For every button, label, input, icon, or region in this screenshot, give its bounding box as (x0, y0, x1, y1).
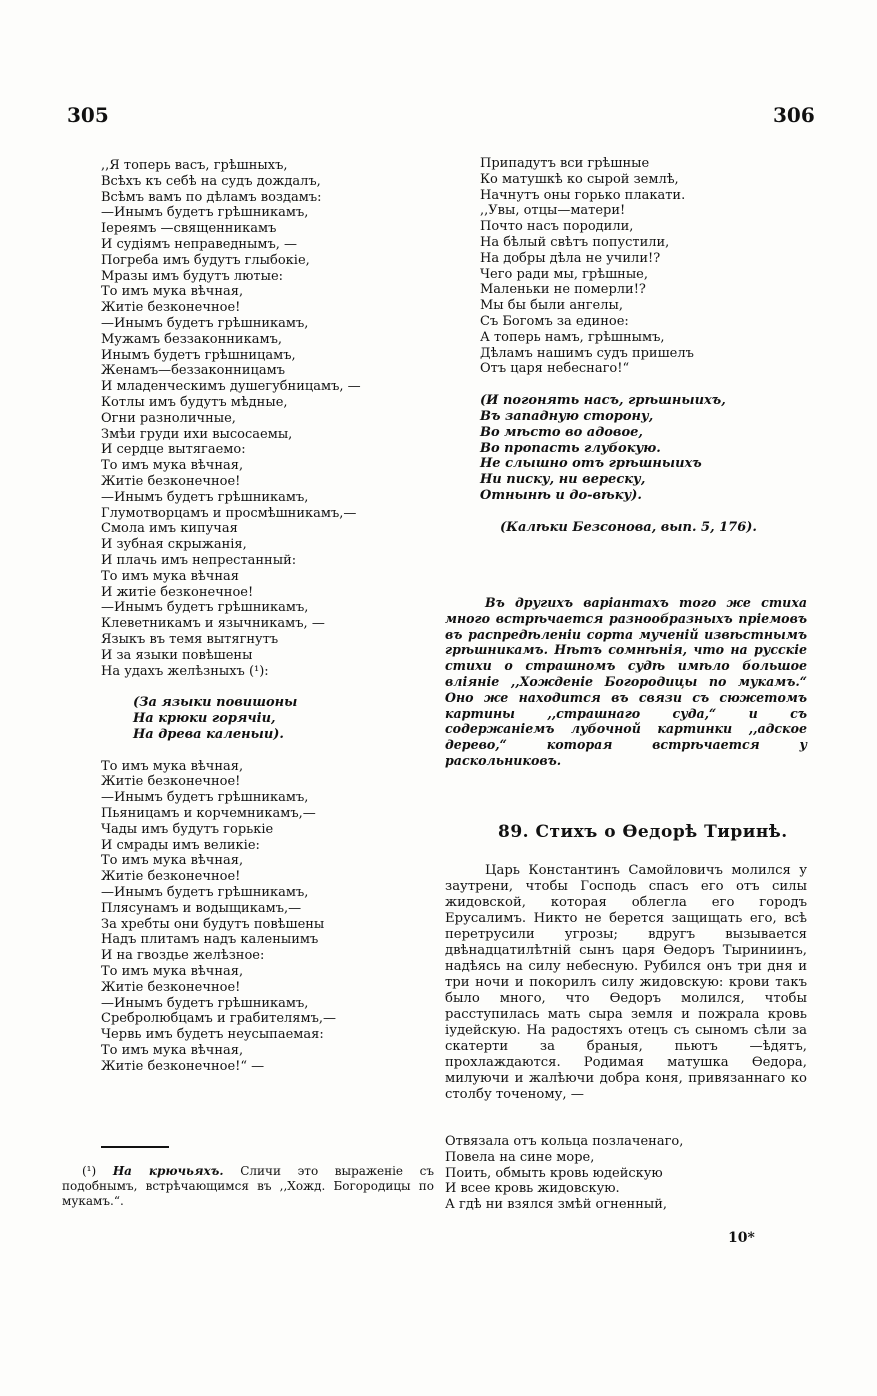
verse-line: То имъ мука вѣчная, (101, 853, 244, 869)
footnote-text: Сличи это выраженiе съ подобнымъ, встрѣчающимся въ ,,Хожд. Богородицы по мукамъ.“. (62, 1164, 435, 1208)
verse-line: Чего ради мы, грѣшные, (480, 266, 649, 282)
verse-line: Житiе безконечное! (101, 774, 241, 790)
verse-line: Житiе безконечное! (101, 869, 241, 885)
verse-line: Припадутъ вси грѣшные (480, 156, 650, 171)
verse-line: (И погонять насъ, грѣшныихъ, (480, 393, 726, 409)
verse-line: То имъ мука вѣчная, (101, 758, 244, 774)
verse-line: —Инымъ будетъ грѣшникамъ, (101, 205, 309, 221)
verse-line: То имъ мука вѣчная, (101, 458, 244, 474)
left-verse-block-2 (101, 695, 401, 742)
right-column (480, 156, 780, 536)
verse-line: То имъ мука вѣчная, (101, 284, 244, 300)
verse-line: А топерь намъ, грѣшнымъ, (480, 329, 665, 345)
left-verse-block-3 (101, 759, 401, 1075)
verse-line: Чады имъ будутъ горькiе (101, 821, 274, 837)
verse-line: Котлы имъ будутъ мѣдные, (101, 394, 288, 410)
section-prose: Царь Константинъ Самойловичъ молился у заутрени, чтобы Господь спасъ его отъ силы жидовской, которая облегла его городъ Ерусалимъ. Никто не берется защищать его, всѣ перетрусили угрозы; вдругъ вызывается двѣнадцатилѣтнiй сынъ царя Ѳедоръ Тыриниинъ, надѣясь на силу небесную. Рубился онъ три дня и три ночи и покорилъ силу жидовскую: крови такъ было много, что Ѳедоръ молился, чтобы расступилась мать сыра земля и пожрала кровь iудейскую. На радостяхъ отецъ съ сыномъ сѣли за скатерти за браныя, пьютъ —ѣдятъ, прохлаждаются. Родимая матушка Ѳедора, милуючи и жалѣючи добра коня, привязаннаго ко столбу точеному, — (445, 863, 807, 1102)
verse-line: Мужамъ беззаконникамъ, (101, 331, 282, 347)
footnote (62, 1164, 434, 1209)
verse-line: А гдѣ ни взялся змѣй огненный, (445, 1197, 668, 1213)
verse-line: Всѣхъ къ себѣ на судъ дождалъ, (101, 173, 321, 189)
verse-line: И житiе безконечное! (101, 584, 254, 600)
page-number-left: 305 (67, 103, 109, 127)
verse-line: Погреба имъ будутъ глыбокiе, (101, 252, 310, 268)
right-verse-block-1 (480, 156, 780, 377)
section-heading: 89. Стихъ о Ѳедорѣ Тиринѣ. (498, 822, 788, 842)
left-column (101, 158, 401, 1075)
footnote-rule (101, 1146, 169, 1148)
verse-line: (За языки повишоны (133, 695, 298, 711)
verse-line: Плясунамъ и водыщикамъ,— (101, 900, 302, 916)
verse-line: И плачь имъ непрестанный: (101, 552, 297, 568)
footnote-term: На крючьяхъ. (112, 1164, 224, 1178)
verse-line: Въ западную сторону, (480, 408, 654, 424)
verse-line: Во мѣсто во адовое, (480, 424, 643, 440)
verse-line: Женамъ—беззаконницамъ (101, 363, 285, 379)
verse-line: Огни разноличные, (101, 410, 236, 426)
verse-line: То имъ мука вѣчная, (101, 1043, 244, 1059)
verse-line: Съ Богомъ за единое: (480, 313, 629, 329)
verse-line: То имъ мука вѣчная, (101, 964, 244, 980)
verse-line: Червь имъ будетъ неусыпаемая: (101, 1027, 324, 1043)
verse-line: Iереямъ —священникамъ (101, 221, 277, 237)
verse-line: Отъ царя небеснаго!“ (480, 361, 630, 377)
verse-line: Житiе безконечное! (101, 979, 241, 995)
verse-line: Ко матушкѣ ко сырой землѣ, (480, 171, 679, 187)
verse-line: —Инымъ будетъ грѣшникамъ, (101, 489, 309, 505)
verse-line: Клеветникамъ и язычникамъ, — (101, 616, 325, 632)
verse-line: И за языки повѣшены (101, 647, 253, 663)
verse-line: И всее кровь жидовскую. (445, 1181, 620, 1197)
verse-line: Языкъ въ темя вытягнутъ (101, 631, 279, 647)
verse-line: Смола имъ кипучая (101, 521, 238, 537)
verse-line: Начнутъ оны горько плакати. (480, 187, 686, 203)
right-verse-block-3 (445, 1134, 683, 1213)
footnote-marker: (¹) (82, 1164, 97, 1178)
verse-line: И судiямъ неправеднымъ, — (101, 236, 298, 252)
verse-line: На крюки горячiи, (133, 711, 276, 727)
verse-line: Житiе безконечное!“ — (101, 1058, 265, 1074)
verse-line: —Инымъ будетъ грѣшникамъ, (101, 315, 309, 331)
source-citation: (Калѣки Безсонова, вып. 5, 176). (500, 519, 757, 535)
verse-line: Поить, обмыть кровь юдейскую (445, 1165, 663, 1181)
verse-line: Пьяницамъ и корчемникамъ,— (101, 806, 316, 822)
verse-line: Инымъ будетъ грѣшницамъ, (101, 347, 296, 363)
verse-line: На удахъ желѣзныхъ (¹): (101, 663, 269, 679)
verse-line: И смрады имъ великiе: (101, 837, 260, 853)
verse-line: —Инымъ будетъ грѣшникамъ, (101, 885, 309, 901)
signature-mark: 10* (728, 1230, 755, 1246)
verse-line: Глумотворцамъ и просмѣшникамъ,— (101, 505, 357, 521)
verse-line: Повела на сине море, (445, 1149, 595, 1165)
verse-line: И зубная скрыжанiя, (101, 537, 247, 553)
verse-line: Змѣи груди ихи высосаемы, (101, 426, 293, 442)
verse-line: Во пропасть глубокую. (480, 440, 661, 456)
verse-line: Житiе безконечное! (101, 300, 241, 316)
editorial-remark: Въ другихъ варiантахъ того же стиха много встрѣчается разнообразныхъ прiемовъ въ распредѣленiи сорта мученiй извѣстнымъ грѣшникамъ. Нѣтъ сомнѣнiя, что на русскiе стихи о страшномъ судѣ имѣло большое влiянiе ,,Хожденiе Богородицы по мукамъ.“ Оно же находится въ связи съ сюжетомъ картины ,,страшнаго суда,“ и съ содержанiемъ лубочной картинки ,,адское дерево,“ которая встрѣчается у раскольниковъ. (445, 595, 807, 768)
verse-line: Мы бы были ангелы, (480, 298, 623, 314)
verse-line: Отнынѣ и до-вѣку). (480, 487, 642, 503)
verse-line: ,,Увы, отцы—матери! (480, 203, 626, 219)
verse-line: То имъ мука вѣчная (101, 568, 239, 584)
left-verse-block-1 (101, 158, 401, 679)
right-verse-block-2 (480, 393, 780, 504)
verse-line: За хребты они будутъ повѣшены (101, 916, 325, 932)
verse-line: —Инымъ будетъ грѣшникамъ, (101, 995, 309, 1011)
verse-line: На древа каленыи). (133, 726, 284, 742)
verse-line: ,,Я топерь васъ, грѣшныхъ, (101, 158, 288, 173)
verse-line: Ни писку, ни вереску, (480, 472, 646, 488)
verse-line: И младенческимъ душегубницамъ, — (101, 379, 361, 395)
verse-line: На бѣлый свѣтъ попустили, (480, 234, 670, 250)
page-number-right: 306 (773, 103, 815, 127)
verse-line: Отвязала отъ кольца позлаченаго, (445, 1134, 684, 1149)
verse-line: Надъ плитамъ надъ каленыимъ (101, 932, 319, 948)
verse-line: Всѣмъ вамъ по дѣламъ воздамъ: (101, 189, 322, 205)
verse-line: На добры дѣла не учили!? (480, 250, 661, 266)
verse-line: Мразы имъ будутъ лютые: (101, 268, 284, 284)
verse-line: Дѣламъ нашимъ судъ пришелъ (480, 345, 694, 361)
verse-line: Житiе безконечное! (101, 473, 241, 489)
verse-line: И на гвоздье желѣзное: (101, 948, 265, 964)
verse-line: —Инымъ будетъ грѣшникамъ, (101, 600, 309, 616)
verse-line: Маленьки не померли!? (480, 282, 646, 298)
verse-line: Почто насъ породили, (480, 219, 634, 235)
verse-line: И сердце вытягаемо: (101, 442, 246, 458)
verse-line: —Инымъ будетъ грѣшникамъ, (101, 790, 309, 806)
verse-line: Сребролюбцамъ и грабителямъ,— (101, 1011, 336, 1027)
verse-line: Не слышно отъ грѣшныихъ (480, 456, 702, 472)
